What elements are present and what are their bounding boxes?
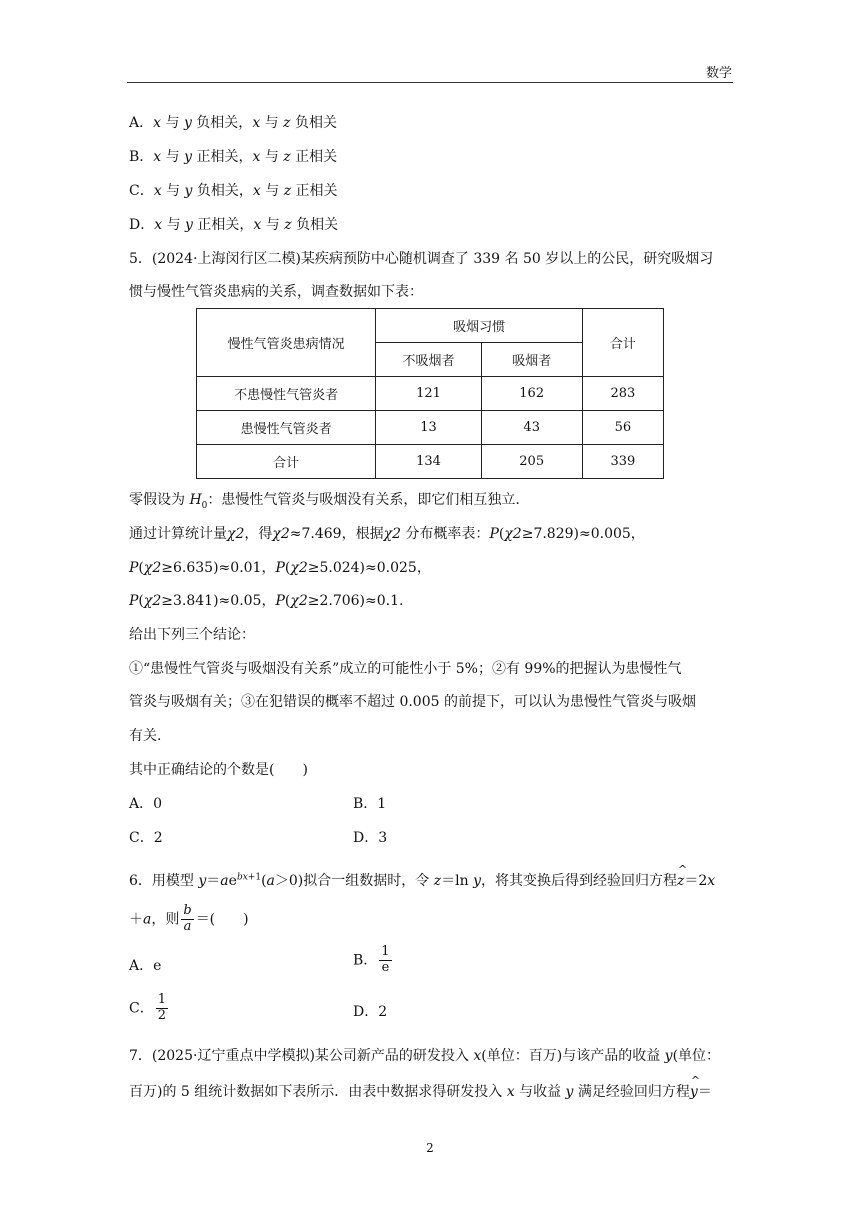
q5-option-b: B．1 — [353, 796, 387, 812]
table-cell: 合计 — [197, 445, 376, 479]
q6-stem-line2: ＋a，则 $\frac{b}{a}$ ＝( ) — [129, 903, 249, 934]
q5-conclusion-line3: 有关. — [129, 728, 162, 744]
table-subheader: 不吸烟者 — [376, 343, 481, 377]
q5-conclusion-line1: ①“患慢性气管炎与吸烟没有关系”成立的可能性小于 5%；②有 99%的把握认为患慢性气 — [129, 661, 682, 677]
q4-option-d: D．x 与 y 正相关，x 与 z 负相关 — [129, 217, 339, 233]
y-hat: ^ y — [690, 1084, 698, 1100]
q5-question: 其中正确结论的个数是( ) — [129, 762, 308, 778]
q4-option-b: B．x 与 y 正相关，x 与 z 正相关 — [129, 149, 338, 165]
q4-option-a: A．x 与 y 负相关，x 与 z 负相关 — [129, 115, 337, 131]
contingency-table — [196, 308, 664, 479]
table-cell: 134 — [376, 445, 481, 479]
page-number: 2 — [426, 1141, 434, 1155]
q7-stem-line1: 7．(2025·辽宁重点中学模拟)某公司新产品的研发投入 x(单位：百万)与该产品的收益 y(单位： — [129, 1048, 721, 1064]
table-cell: 205 — [481, 445, 582, 479]
q4-option-c: C．x 与 y 负相关，x 与 z 正相关 — [129, 183, 338, 199]
q6-option-b: B． $\frac{1}{e}$ — [353, 944, 390, 975]
q5-conclusions-intro: 给出下列三个结论： — [129, 627, 255, 643]
header-rule — [127, 82, 733, 83]
q6-option-d: D．2 — [353, 1004, 388, 1020]
table-cell: 不患慢性气管炎者 — [197, 377, 376, 411]
q7-stem-line2: 百万)的 5 组统计数据如下表所示．由表中数据求得研发投入 x 与收益 y 满足经验回归方程^ y＝ — [129, 1081, 712, 1101]
q6-option-c: C． $\frac{1}{2}$ — [129, 992, 166, 1023]
fraction-1-over-2: $\frac{1}{2}$ — [157, 992, 166, 1023]
q6-stem-line1: 6．用模型 $y=ae^{bx+1}(a>0)$拟合一组数据时，令 z＝ln y，将其变换后得到经验回归方程^ z＝2x — [129, 870, 715, 890]
table-cell: 患慢性气管炎者 — [197, 411, 376, 445]
z-hat: ^ z — [677, 873, 684, 889]
q5-stem-line1: 5．(2024·上海闵行区二模)某疾病预防中心随机调查了 339 名 50 岁以上的公民，研究吸烟习 — [129, 251, 714, 267]
table-row — [197, 445, 664, 479]
q5-conclusion-line2: 管炎与吸烟有关；③在犯错误的概率不超过 0.005 的前提下，可以认为患慢性气管炎与吸烟 — [129, 694, 696, 710]
q6-option-a: A．e — [129, 958, 162, 974]
q5-option-d: D．3 — [353, 830, 388, 846]
table-cell: 56 — [582, 411, 663, 445]
table-row — [197, 411, 664, 445]
table-cell: 339 — [582, 445, 663, 479]
table-corner-header: 慢性气管炎患病情况 — [197, 309, 376, 377]
q5-statistic-line2: P(χ2≥6.635)≈0.01，P(χ2≥5.024)≈0.025， — [129, 560, 431, 576]
fraction-b-over-a: $\frac{b}{a}$ — [183, 903, 192, 934]
table-cell: 283 — [582, 377, 663, 411]
q5-null-hypothesis: 零假设为 $H_0$：患慢性气管炎与吸烟没有关系，即它们相互独立. — [129, 492, 520, 511]
table-cell: 43 — [481, 411, 582, 445]
q5-option-c: C．2 — [129, 830, 163, 846]
table-group-header: 吸烟习惯 — [376, 309, 582, 343]
table-cell: 13 — [376, 411, 481, 445]
table-cell: 162 — [481, 377, 582, 411]
q5-stem-line2: 惯与慢性气管炎患病的关系，调查数据如下表： — [129, 284, 423, 300]
q5-statistic-line3: P(χ2≥3.841)≈0.05，P(χ2≥2.706)≈0.1. — [129, 593, 404, 609]
fraction-1-over-e: $\frac{1}{e}$ — [381, 944, 390, 975]
table-total-header: 合计 — [582, 309, 663, 377]
table-row — [197, 377, 664, 411]
q5-statistic-line1: 通过计算统计量χ2，得χ2≈7.469，根据χ2 分布概率表：P(χ2≥7.829)≈0.005， — [129, 526, 645, 542]
table-cell: 121 — [376, 377, 481, 411]
subject-header: 数学 — [705, 66, 732, 81]
q5-option-a: A．0 — [129, 796, 163, 812]
table-subheader: 吸烟者 — [481, 343, 582, 377]
